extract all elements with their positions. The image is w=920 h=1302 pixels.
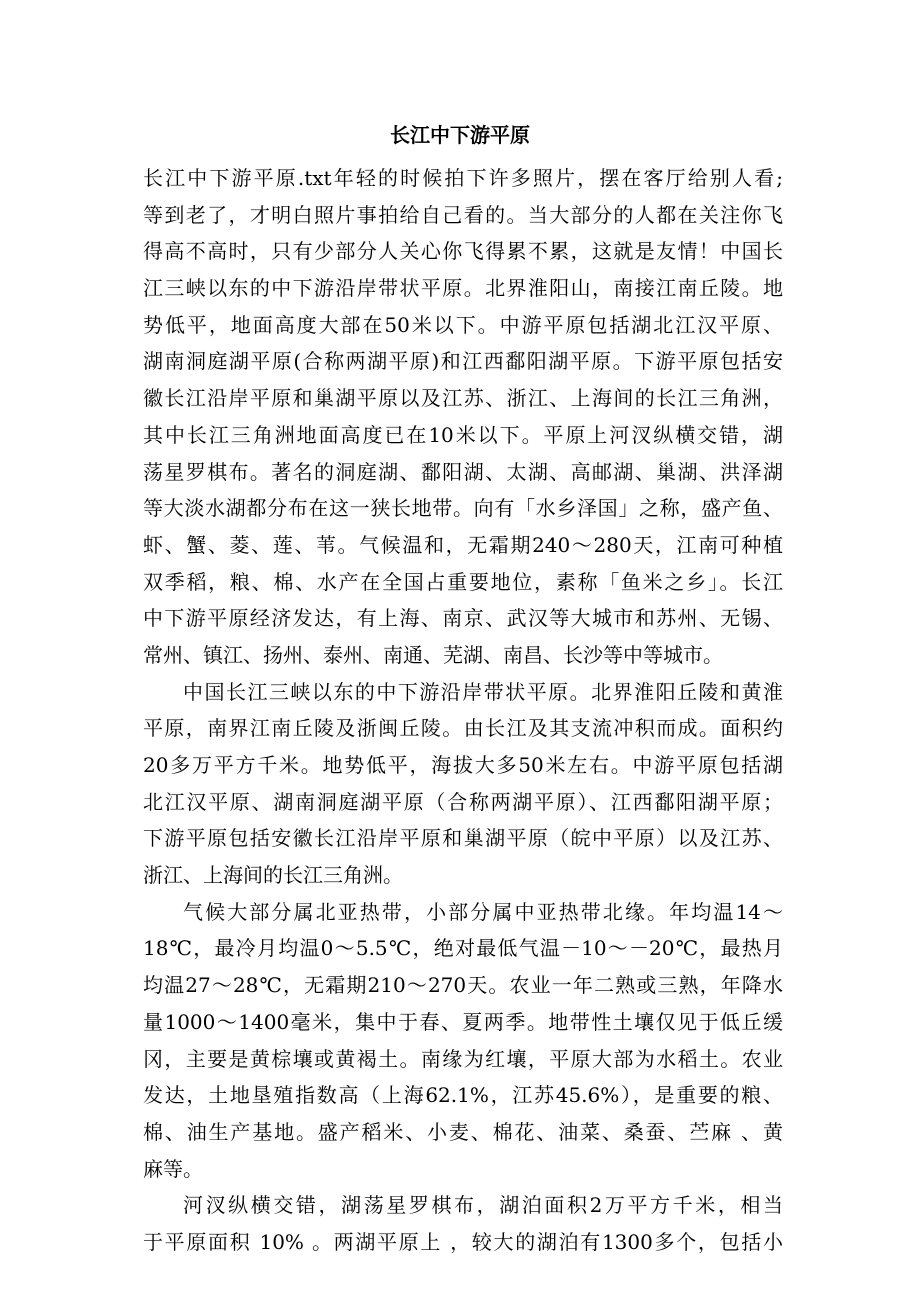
text-line: 其中长江三角洲地面高度已在10米以下。平原上河汊纵横交错，湖 (143, 422, 783, 447)
text-line: 量1000～1400毫米，集中于春、夏两季。地带性土壤仅见于低丘缓 (143, 1009, 783, 1034)
text-line: 20多万平方千米。地势低平，海拔大多50米左右。中游平原包括湖 (143, 753, 783, 777)
text-line: 势低平，地面高度大部在50米以下。中游平原包括湖北江汉平原、 (143, 312, 783, 337)
text-line: 棉、油生产基地。盛产稻米、小麦、棉花、油菜、桑蚕、苎麻 、黄 (143, 1119, 783, 1144)
text-line: 湖南洞庭湖平原(合称两湖平原)和江西鄱阳湖平原。下游平原包括安 (143, 349, 783, 374)
text-line: 江三峡以东的中下游沿岸带状平原。北界淮阳山，南接江南丘陵。地 (143, 276, 783, 301)
text-line: 荡星罗棋布。著名的洞庭湖、鄱阳湖、太湖、高邮湖、巢湖、洪泽湖 (143, 459, 783, 484)
text-line: 得高不高时，只有少部分人关心你飞得累不累，这就是友情！中国长 (143, 239, 783, 264)
text-line: 虾、蟹、菱、莲、苇。气候温和，无霜期240～280天，江南可种植 (143, 532, 783, 557)
text-line: 发达，土地垦殖指数高（上海62.1%，江苏45.6%），是重要的粮、 (143, 1083, 783, 1108)
text-line: 麻等。 (143, 1156, 203, 1181)
text-line: 于平原面积 10% 。两湖平原上 ，较大的湖泊有1300多个，包括小 (143, 1229, 783, 1254)
text-line: 等大淡水湖都分布在这一狭长地带。向有「水乡泽国」之称，盛产鱼、 (143, 496, 783, 521)
text-line: 中国长江三峡以东的中下游沿岸带状平原。北界淮阳丘陵和黄淮 (183, 679, 783, 704)
text-line: 常州、镇江、扬州、泰州、南通、芜湖、南昌、长沙等中等城市。 (143, 642, 723, 667)
text-line: 下游平原包括安徽长江沿岸平原和巢湖平原（皖中平原）以及江苏、 (143, 826, 783, 851)
document-title: 长江中下游平原 (390, 123, 530, 147)
text-line: 均温27～28℃，无霜期210～270天。农业一年二熟或三熟，年降水 (143, 973, 783, 998)
text-line: 双季稻，粮、棉、水产在全国占重要地位，素称「鱼米之乡」。长江 (143, 569, 783, 594)
document-body (143, 160, 783, 1261)
text-line: 长江中下游平原.txt年轻的时候拍下许多照片，摆在客厅给别人看; (143, 166, 783, 190)
text-line: 冈，主要是黄棕壤或黄褐土。南缘为红壤，平原大部为水稻土。农业 (143, 1046, 783, 1071)
text-line: 等到老了，才明白照片事拍给自己看的。当大部分的人都在关注你飞 (143, 202, 783, 227)
text-line: 徽长江沿岸平原和巢湖平原以及江苏、浙江、上海间的长江三角洲， (143, 386, 783, 411)
text-line: 气候大部分属北亚热带，小部分属中亚热带北缘。年均温14～ (183, 899, 783, 924)
text-line: 平原，南界江南丘陵及浙闽丘陵。由长江及其支流冲积而成。面积约 (143, 716, 783, 741)
text-line: 北江汉平原、湖南洞庭湖平原（合称两湖平原）、江西鄱阳湖平原； (143, 789, 783, 814)
text-line: 浙江、上海间的长江三角洲。 (143, 863, 403, 888)
text-line: 河汊纵横交错，湖荡星罗棋布，湖泊面积2万平方千米，相当 (183, 1193, 783, 1218)
text-line: 18℃，最冷月均温0～5.5℃，绝对最低气温－10～－20℃，最热月 (143, 936, 783, 961)
text-line: 中下游平原经济发达，有上海、南京、武汉等大城市和苏州、无锡、 (143, 606, 783, 631)
